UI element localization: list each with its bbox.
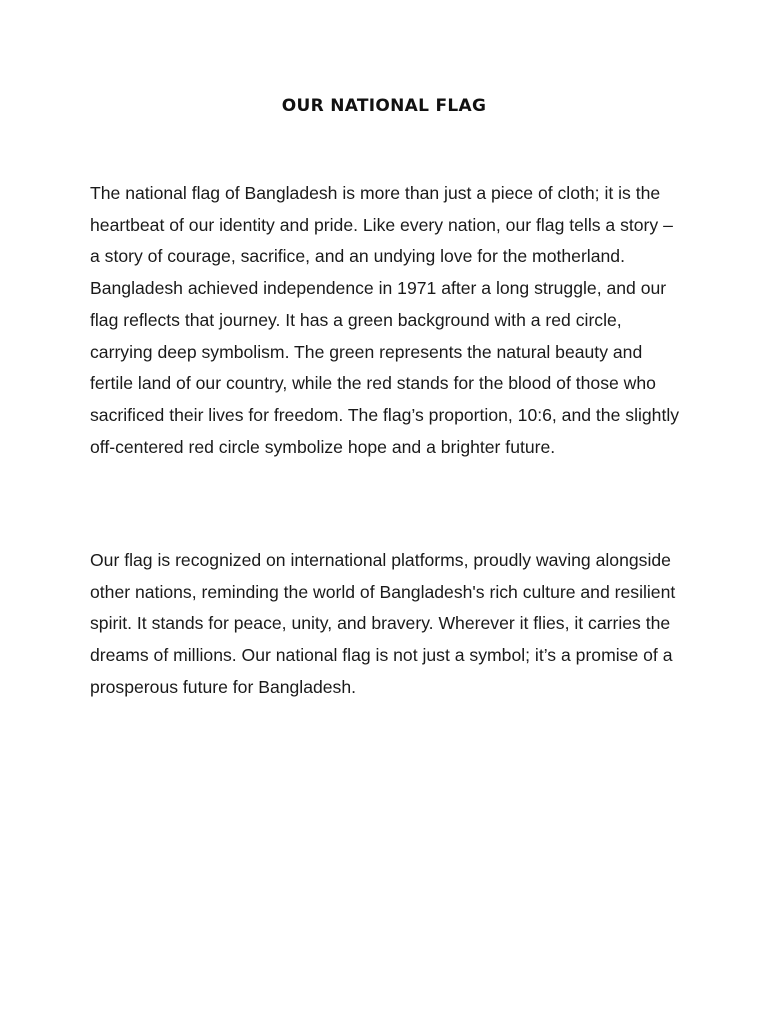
- paragraph-flag-recognition: Our flag is recognized on international platforms, proudly waving alongside other nations, reminding the world of Bangladesh's rich culture and resilient spirit. It stands for peace, unity, and bravery. Wherever it flies, it carries the dreams of millions. Our national flag is not just a symbol; it’s a promise of a prosperous future for Bangladesh.: [90, 550, 676, 697]
- document-title: OUR NATIONAL FLAG: [281, 96, 487, 116]
- paragraph-flag-symbolism: The national flag of Bangladesh is more than just a piece of cloth; it is the heartbeat of our identity and pride. Like every nation, our flag tells a story – a story of courage, sacrifice, and an undying love for the motherland. Bangladesh achieved independence in 1971 after a long struggle, and our flag reflects that journey. It has a green background with a red circle, carrying deep symbolism. The green represents the natural beauty and fertile land of our country, while the red stands for the blood of those who sacrificed their lives for freedom. The flag’s proportion, 10:6, and the slightly off-centered red circle symbolize hope and a brighter future.: [90, 183, 680, 457]
